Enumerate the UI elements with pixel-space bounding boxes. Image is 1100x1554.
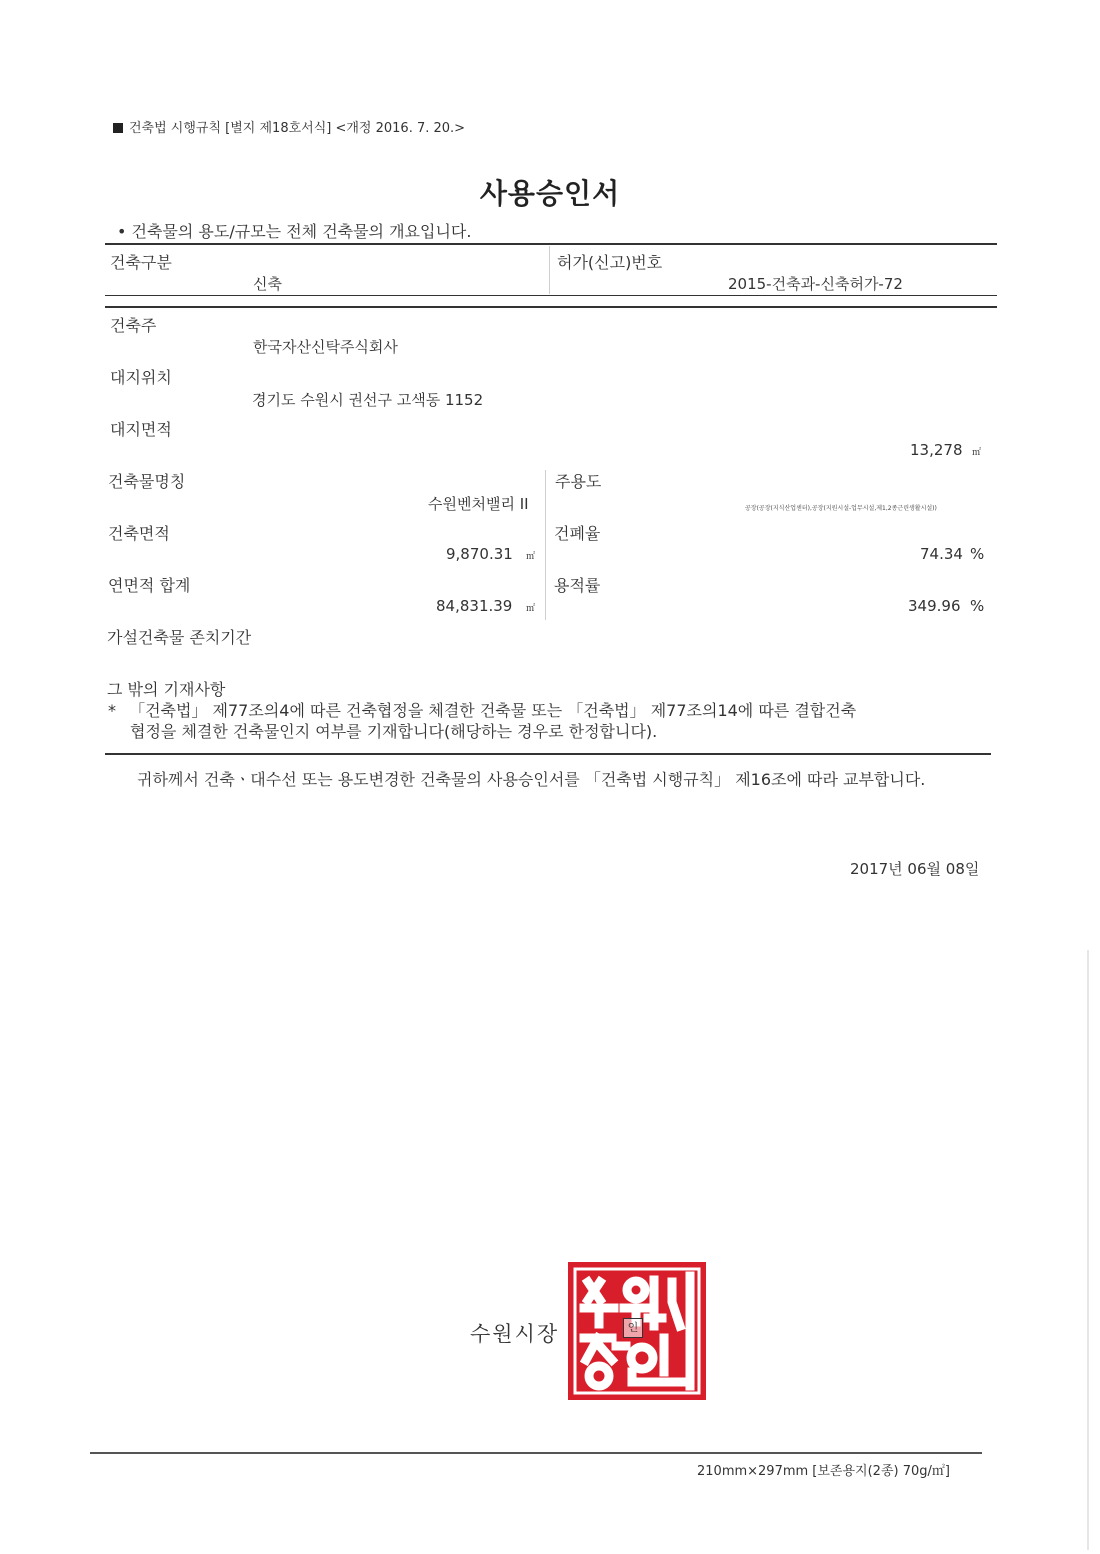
building-name-label: 건축물명칭 [108,472,186,491]
coverage-label: 건폐율 [554,524,601,543]
build-type-value: 신축 [253,275,282,293]
floor-area-label: 연면적 합계 [108,576,191,595]
footer-rule [90,1452,982,1454]
other-items-note [108,700,856,742]
other-note-line-2: 협정을 체결한 건축물인지 여부를 기재합니다(해당하는 경우로 한정합니다). [130,722,658,741]
permit-number-label: 허가(신고)번호 [557,253,663,272]
temporary-building-label: 가설건축물 존치기간 [107,628,252,647]
issuance-paragraph [113,769,993,791]
site-area-value: 13,278 [910,441,963,459]
coverage-unit: % [970,545,985,563]
table-double-rule-b [105,306,997,308]
floor-area-value: 84,831.39 [436,597,513,615]
build-type-label: 건축구분 [110,253,172,272]
table-double-rule-a [105,295,997,296]
main-use-label: 주용도 [555,472,602,491]
site-area-unit: ㎡ [972,448,982,458]
floor-area-unit: ㎡ [526,604,536,614]
paper-spec: 210mm×297mm [보존용지(2종) 70g/㎡] [697,1464,950,1479]
issuer-name: 수원시장 [470,1322,560,1346]
building-name-value: 수원벤처밸리 II [428,495,529,513]
other-note-line-1: 「건축법」 제77조의4에 따른 건축협정을 체결한 건축물 또는 「건축법」 제77조의14에 따른 결합건축 [129,701,857,720]
note-asterisk: * [108,701,116,720]
form-reference-text: 건축법 시행규칙 [별지 제18호서식] <개정 2016. 7. 20.> [129,121,466,136]
site-location-value: 경기도 수원시 권선구 고색동 1152 [252,391,484,409]
scan-edge [1087,950,1089,1550]
issuance-paragraph-text: 귀하께서 건축ㆍ대수선 또는 용도변경한 건축물의 사용승인서를 「건축법 시행규칙」 제16조에 따라 교부합니다. [137,770,926,789]
table-bottom-rule [105,753,991,755]
owner-label: 건축주 [110,316,157,335]
column-divider-middle [545,470,546,620]
permit-number-value: 2015-건축과-신축허가-72 [728,275,903,293]
floor-area-ratio-unit: % [970,597,985,615]
building-area-label: 건축면적 [108,524,170,543]
main-use-value: 공장(공장(지식산업센터),공장(지원시설-업무시설,제1,2종근린생활시설)) [745,505,937,512]
column-divider-top [549,246,550,294]
square-bullet-icon [113,123,123,133]
document-title: 사용승인서 [479,177,621,210]
coverage-value: 74.34 [920,545,963,563]
other-items-label: 그 밖의 기재사항 [107,680,226,699]
floor-area-ratio-value: 349.96 [908,597,961,615]
overview-note: • 건축물의 용도/규모는 전체 건축물의 개요입니다. [117,222,472,241]
seal-mark: 인 [623,1318,643,1338]
owner-value: 한국자산신탁주식회사 [253,338,398,356]
site-location-label: 대지위치 [110,368,172,387]
site-area-label: 대지면적 [110,420,172,439]
building-area-value: 9,870.31 [446,545,513,563]
table-top-rule [105,243,997,245]
issue-date: 2017년 06월 08일 [850,860,980,878]
building-area-unit: ㎡ [526,552,536,562]
form-reference [113,117,465,136]
floor-area-ratio-label: 용적률 [554,576,601,595]
